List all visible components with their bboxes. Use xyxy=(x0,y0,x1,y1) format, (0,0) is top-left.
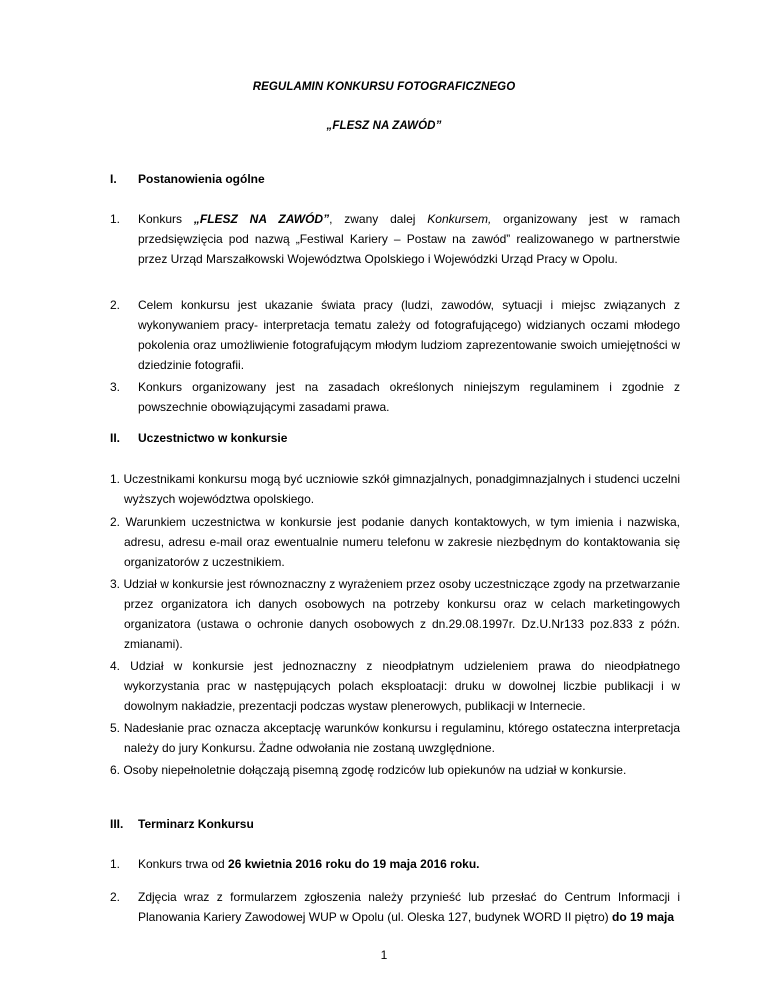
item-text: 5. Nadesłanie prac oznacza akceptację warunków konkursu i regulaminu, którego ostateczna interpretacja należy do jury Konkursu. Żadne odwołania nie zostaną uwzględnione. xyxy=(110,721,680,755)
item-number: 1. xyxy=(110,857,121,871)
item-number: 6. xyxy=(110,763,124,777)
item-text: 3. Udział w konkursie jest równoznaczny z wyrażeniem przez osoby uczestniczące zgody na przetwarzanie przez organizatora ich danych osobowych na potrzeby konkursu oraz w celach marketingowych organizatora (ustawa o ochronie danych osobowych z dn.29.08.1997r. Dz.U.Nr133 poz.833 z późn. zmianami). xyxy=(110,577,680,651)
section-2-item-1 xyxy=(110,469,680,509)
section-title: Terminarz Konkursu xyxy=(138,817,254,831)
item-number: 2. xyxy=(110,298,121,312)
item-number: 2. xyxy=(110,890,121,904)
document-subtitle: „FLESZ NA ZAWÓD” xyxy=(326,120,442,132)
section-1-item-2 xyxy=(110,295,680,375)
document-title: REGULAMIN KONKURSU FOTOGRAFICZNEGO xyxy=(252,81,516,93)
item-text: 4. Udział w konkursie jest jednoznaczny z nieodpłatnym udzieleniem prawa do nieodpłatnego wykorzystania prac w następujących polach eksploatacji: druku w dowolnej liczbie publikacji i w dowolnym nakładzie, prezentacji podczas wystaw plenerowych, publikacji w Internecie. xyxy=(110,659,680,713)
page-number: 1 xyxy=(380,948,388,962)
item-number: 5. xyxy=(110,721,124,735)
section-3-item-2 xyxy=(110,887,680,927)
item-text: Zdjęcia wraz z formularzem zgłoszenia należy przynieść lub przesłać do Centrum Informacji i Planowania Kariery Zawodowej WUP w Opolu (ul. Oleska 127, budynek WORD II piętro) do 19 maja xyxy=(138,890,680,924)
section-2-item-6 xyxy=(110,760,680,780)
section-2-item-3 xyxy=(110,574,680,654)
section-1-item-3 xyxy=(110,377,680,417)
section-2-item-4 xyxy=(110,656,680,716)
section-3-item-1 xyxy=(110,854,680,874)
item-text: Celem konkursu jest ukazanie świata pracy (ludzi, zawodów, sytuacji i miejsc związanych z wykonywaniem pracy- interpretacja tematu zależy od fotografującego) widzianych oczami młodego pokolenia oraz umożliwienie fotografującym młodym ludziom zaprezentowanie swoich umiejętności w dziedzinie fotografii. xyxy=(138,298,680,372)
item-text: Konkurs trwa od 26 kwietnia 2016 roku do 19 maja 2016 roku. xyxy=(138,857,480,871)
section-number: III. xyxy=(110,817,124,831)
item-text: 1. Uczestnikami konkursu mogą być uczniowie szkół gimnazjalnych, ponadgimnazjalnych i studenci uczelni wyższych województwa opolskiego. xyxy=(110,472,680,506)
item-text: 2. Warunkiem uczestnictwa w konkursie jest podanie danych kontaktowych, w tym imienia i nazwiska, adresu, adresu e-mail oraz ewentualnie numeru telefonu w zakresie niezbędnym do kontaktowania się organizatorów z uczestnikiem. xyxy=(110,515,680,569)
item-number: 2. xyxy=(110,515,126,529)
section-title: Postanowienia ogólne xyxy=(138,172,265,186)
item-text: Konkurs „FLESZ NA ZAWÓD”, zwany dalej Konkursem, organizowany jest w ramach przedsięwzięcia pod nazwą „Festiwal Kariery – Postaw na zawód” realizowanego w partnerstwie przez Urząd Marszałkowski Województwa Opolskiego i Wojewódzki Urząd Pracy w Opolu. xyxy=(138,212,681,266)
section-1-item-1 xyxy=(110,209,680,269)
item-number: 4. xyxy=(110,659,131,673)
section-number: II. xyxy=(110,431,121,445)
section-number: I. xyxy=(110,172,117,186)
item-number: 1. xyxy=(110,212,121,226)
section-title: Uczestnictwo w konkursie xyxy=(138,431,288,445)
item-text: 6. Osoby niepełnoletnie dołączają pisemną zgodę rodziców lub opiekunów na udział w konkursie. xyxy=(110,763,627,777)
section-2-item-5 xyxy=(110,718,680,758)
item-number: 3. xyxy=(110,577,124,591)
item-number: 3. xyxy=(110,380,121,394)
item-number: 1. xyxy=(110,472,124,486)
item-text: Konkurs organizowany jest na zasadach określonych niniejszym regulaminem i zgodnie z powszechnie obowiązującymi zasadami prawa. xyxy=(138,380,680,414)
section-2-item-2 xyxy=(110,512,680,572)
